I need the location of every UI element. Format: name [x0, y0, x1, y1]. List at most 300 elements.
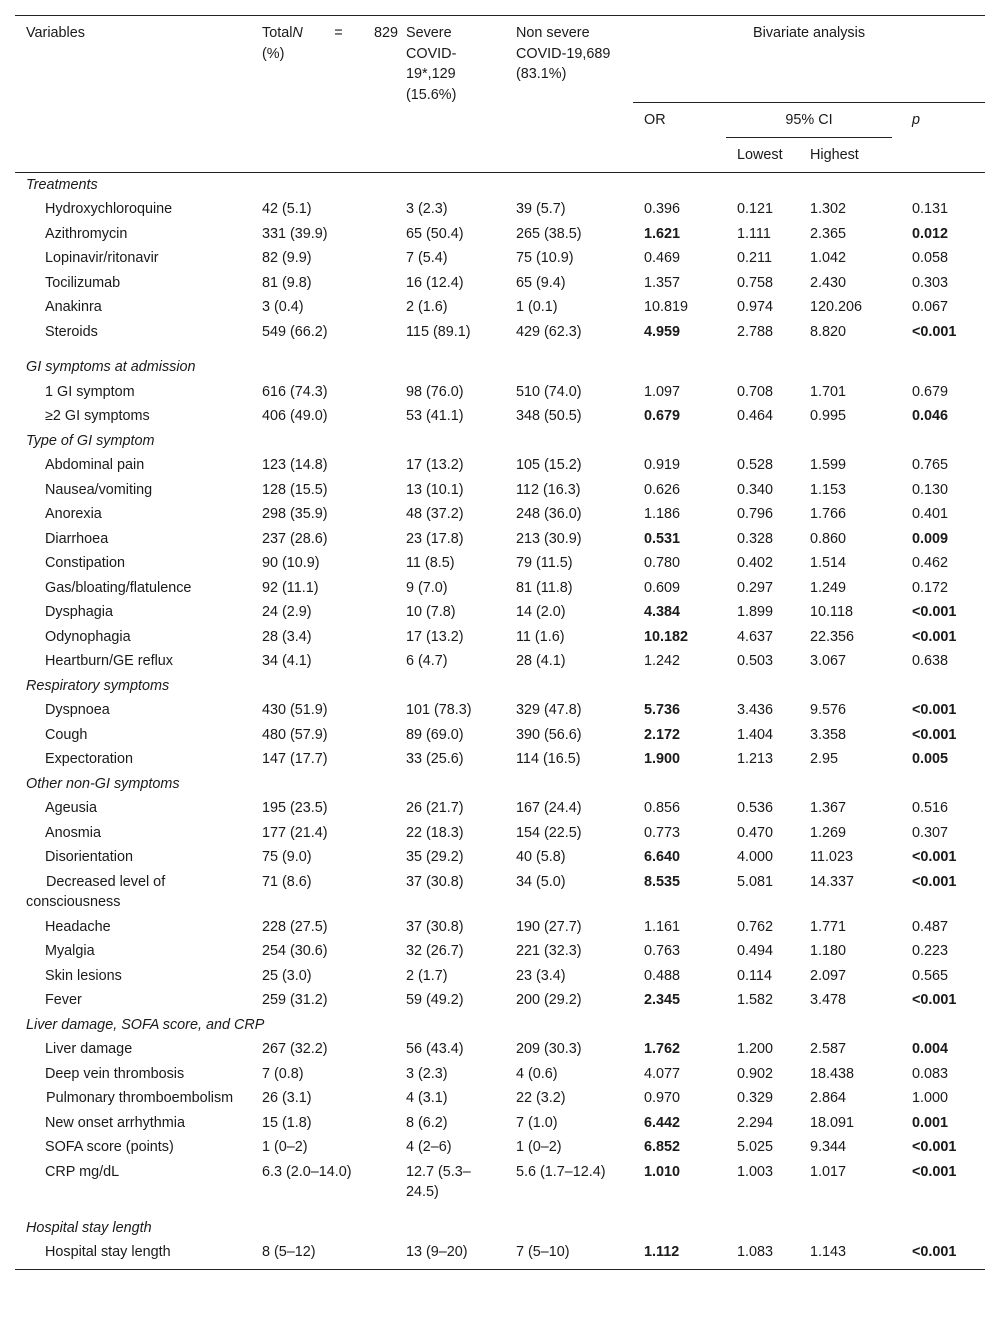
- row-nonsevere: 81 (11.8): [516, 579, 573, 596]
- row-odds-ratio: 0.919: [644, 457, 681, 473]
- row-p-value: 0.046: [912, 408, 949, 424]
- row-total: 147 (17.7): [262, 751, 328, 767]
- row-total: 81 (9.8): [262, 274, 312, 291]
- row-ci-lowest: 0.464: [737, 408, 774, 424]
- row-severe: 65 (50.4): [406, 225, 464, 242]
- row-ci-highest: 3.478: [810, 992, 847, 1008]
- table-row: [15, 1062, 985, 1087]
- row-nonsevere: 167 (24.4): [516, 800, 582, 816]
- row-severe: 6 (4.7): [406, 653, 448, 669]
- table-body: [15, 172, 985, 1269]
- row-odds-ratio: 1.161: [644, 918, 681, 935]
- row-severe: 101 (78.3): [406, 702, 472, 718]
- row-ci-lowest: 4.637: [737, 628, 774, 645]
- row-ci-lowest: 0.470: [737, 824, 774, 841]
- row-variable-name: Dysphagia: [45, 604, 113, 620]
- row-variable-name: Decreased level of consciousness: [26, 873, 166, 910]
- row-nonsevere: 329 (47.8): [516, 702, 582, 718]
- section-header-row: [15, 429, 985, 454]
- table-row: [15, 551, 985, 576]
- row-severe: 32 (26.7): [406, 943, 464, 959]
- row-ci-highest: 0.860: [810, 530, 847, 547]
- row-variable-name: Azithromycin: [45, 225, 128, 242]
- row-odds-ratio: 6.852: [644, 1139, 681, 1155]
- row-odds-ratio: 10.182: [644, 628, 689, 645]
- row-ci-highest: 2.097: [810, 967, 847, 984]
- row-ci-highest: 1.042: [810, 250, 847, 266]
- row-severe: 22 (18.3): [406, 824, 464, 841]
- row-variable-name: SOFA score (points): [45, 1139, 174, 1155]
- section-header-row: [15, 355, 985, 380]
- table-row: [15, 271, 985, 296]
- row-total: 75 (9.0): [262, 849, 312, 865]
- header-variables: Variables: [15, 16, 262, 172]
- row-total: 267 (32.2): [262, 1041, 328, 1057]
- row-ci-lowest: 0.796: [737, 506, 774, 522]
- row-odds-ratio: 1.900: [644, 751, 681, 767]
- table-row: [15, 295, 985, 320]
- row-p-value: 0.172: [912, 579, 949, 596]
- row-ci-highest: 1.599: [810, 457, 847, 473]
- row-nonsevere: 105 (15.2): [516, 457, 582, 473]
- row-odds-ratio: 2.345: [644, 992, 681, 1008]
- header-lowest: Lowest: [737, 147, 783, 163]
- header-severe: Severe COVID-19*,129 (15.6%): [406, 16, 516, 172]
- table-row: [15, 320, 985, 356]
- row-p-value: <0.001: [912, 604, 957, 620]
- row-nonsevere: 5.6 (1.7–12.4): [516, 1163, 606, 1180]
- row-ci-lowest: 1.404: [737, 726, 774, 743]
- row-ci-lowest: 0.328: [737, 530, 774, 547]
- table-row: [15, 527, 985, 552]
- header-total-eq: =: [334, 25, 343, 41]
- row-severe: 37 (30.8): [406, 873, 464, 890]
- row-ci-lowest: 2.294: [737, 1114, 774, 1131]
- row-ci-lowest: 0.536: [737, 800, 774, 816]
- header-total-pct: (%): [262, 45, 285, 62]
- row-ci-lowest: 0.503: [737, 653, 774, 669]
- row-ci-lowest: 1.200: [737, 1041, 774, 1057]
- row-nonsevere: 34 (5.0): [516, 873, 566, 890]
- row-ci-highest: 2.587: [810, 1041, 847, 1057]
- table-header: [15, 16, 985, 173]
- row-ci-highest: 2.864: [810, 1090, 847, 1106]
- row-ci-lowest: 5.025: [737, 1139, 774, 1155]
- row-severe: 37 (30.8): [406, 918, 464, 935]
- row-odds-ratio: 1.357: [644, 274, 681, 291]
- section-header-row: [15, 772, 985, 797]
- section-title: Hospital stay length: [26, 1219, 152, 1236]
- row-ci-highest: 1.180: [810, 943, 847, 959]
- row-ci-highest: 1.143: [810, 1240, 912, 1269]
- row-nonsevere: 7 (1.0): [516, 1114, 558, 1131]
- row-odds-ratio: 0.856: [644, 800, 681, 816]
- row-ci-highest: 120.206: [810, 299, 863, 315]
- row-p-value: 0.565: [912, 967, 949, 984]
- row-ci-lowest: 0.211: [737, 250, 772, 266]
- row-ci-highest: 9.576: [810, 702, 847, 718]
- row-ci-lowest: 3.436: [737, 702, 774, 718]
- row-ci-highest: 1.302: [810, 201, 847, 217]
- row-variable-name: Skin lesions: [45, 967, 122, 984]
- row-nonsevere: 213 (30.9): [516, 530, 582, 547]
- row-severe: 48 (37.2): [406, 506, 464, 522]
- row-odds-ratio: 10.819: [644, 299, 689, 315]
- row-ci-highest: 0.995: [810, 408, 847, 424]
- row-ci-lowest: 0.494: [737, 943, 774, 959]
- row-variable-name: Gas/bloating/flatulence: [45, 579, 192, 596]
- section-title: GI symptoms at admission: [26, 359, 196, 375]
- row-nonsevere: 79 (11.5): [516, 555, 573, 571]
- row-p-value: <0.001: [912, 873, 957, 890]
- row-odds-ratio: 0.970: [644, 1090, 681, 1106]
- row-severe: 98 (76.0): [406, 383, 464, 400]
- row-ci-lowest: 0.758: [737, 274, 774, 291]
- row-p-value: 0.765: [912, 457, 949, 473]
- section-header-row: [15, 1216, 985, 1241]
- row-total: 92 (11.1): [262, 579, 319, 596]
- row-severe: 33 (25.6): [406, 751, 464, 767]
- row-variable-name: Diarrhoea: [45, 530, 109, 547]
- section-title: Type of GI symptom: [26, 432, 155, 449]
- row-variable-name: Expectoration: [45, 751, 133, 767]
- row-p-value: 0.223: [912, 943, 949, 959]
- table-row: [15, 404, 985, 429]
- row-ci-highest: 1.249: [810, 579, 847, 596]
- row-ci-lowest: 0.708: [737, 383, 774, 400]
- row-ci-highest: 18.091: [810, 1114, 855, 1131]
- row-ci-highest: 10.118: [810, 604, 853, 620]
- section-header-row: [15, 674, 985, 699]
- row-odds-ratio: 1.242: [644, 653, 681, 669]
- row-total: 177 (21.4): [262, 824, 328, 841]
- row-variable-name: Dyspnoea: [45, 702, 110, 718]
- row-total: 7 (0.8): [262, 1065, 304, 1082]
- row-odds-ratio: 4.384: [644, 604, 681, 620]
- row-ci-highest: 1.153: [810, 481, 847, 498]
- row-severe: 17 (13.2): [406, 457, 464, 473]
- table-row: [15, 939, 985, 964]
- row-variable-name: Cough: [45, 726, 88, 743]
- row-severe: 9 (7.0): [406, 579, 448, 596]
- row-severe: 3 (2.3): [406, 201, 448, 217]
- row-nonsevere: 248 (36.0): [516, 506, 582, 522]
- row-odds-ratio: 6.640: [644, 849, 681, 865]
- section-header-row: [15, 1013, 985, 1038]
- row-p-value: 0.462: [912, 555, 949, 571]
- row-total: 195 (23.5): [262, 800, 328, 816]
- section-header-row: [15, 172, 985, 197]
- row-variable-name: Deep vein thrombosis: [45, 1065, 185, 1082]
- row-nonsevere: 190 (27.7): [516, 918, 582, 935]
- row-severe: 4 (3.1): [406, 1090, 448, 1106]
- section-title: Other non-GI symptoms: [26, 775, 180, 792]
- row-ci-highest: 1.367: [810, 800, 847, 816]
- row-p-value: <0.001: [912, 323, 957, 340]
- row-p-value: 0.307: [912, 824, 949, 841]
- row-nonsevere: 265 (38.5): [516, 225, 582, 242]
- row-ci-highest: 2.95: [810, 751, 839, 767]
- row-nonsevere: 1 (0.1): [516, 299, 558, 315]
- row-variable-name: 1 GI symptom: [45, 383, 135, 400]
- header-ci: 95% CI: [726, 103, 892, 139]
- row-variable-name: Tocilizumab: [45, 274, 121, 291]
- table-row: [15, 576, 985, 601]
- row-severe: 17 (13.2): [406, 628, 464, 645]
- row-ci-lowest: 0.114: [737, 967, 772, 984]
- table-row: [15, 197, 985, 222]
- table-row: [15, 246, 985, 271]
- row-total: 254 (30.6): [262, 943, 328, 959]
- row-total: 406 (49.0): [262, 408, 328, 424]
- row-p-value: 0.303: [912, 274, 949, 291]
- row-ci-highest: 1.771: [810, 918, 847, 935]
- header-or: OR: [644, 111, 666, 128]
- row-variable-name: Anosmia: [45, 824, 101, 841]
- row-odds-ratio: 0.626: [644, 481, 681, 498]
- row-total: 24 (2.9): [262, 604, 312, 620]
- row-p-value: 0.009: [912, 530, 949, 547]
- row-variable-name: Constipation: [45, 555, 125, 571]
- row-nonsevere: 112 (16.3): [516, 481, 581, 498]
- row-severe: 4 (2–6): [406, 1139, 452, 1155]
- row-p-value: <0.001: [912, 726, 957, 743]
- row-nonsevere: 28 (4.1): [516, 653, 566, 669]
- row-p-value: <0.001: [912, 1163, 957, 1180]
- table-row: [15, 600, 985, 625]
- row-variable-name: CRP mg/dL: [45, 1163, 120, 1180]
- row-ci-lowest: 0.402: [737, 555, 774, 571]
- row-p-value: 0.638: [912, 653, 949, 669]
- row-variable-name: Ageusia: [45, 800, 98, 816]
- row-ci-highest: 1.269: [810, 824, 847, 841]
- row-ci-lowest: 2.788: [737, 323, 774, 340]
- row-severe: 56 (43.4): [406, 1041, 464, 1057]
- row-p-value: <0.001: [912, 702, 957, 718]
- row-ci-highest: 9.344: [810, 1139, 847, 1155]
- row-ci-highest: 3.067: [810, 653, 847, 669]
- row-variable-name: Nausea/vomiting: [45, 481, 153, 498]
- row-odds-ratio: 4.077: [644, 1065, 681, 1082]
- row-severe: 13 (10.1): [406, 481, 464, 498]
- row-variable-name: Anakinra: [45, 299, 102, 315]
- row-variable-name: Headache: [45, 918, 111, 935]
- row-severe: 89 (69.0): [406, 726, 464, 743]
- row-nonsevere: 221 (32.3): [516, 943, 582, 959]
- table-row: [15, 988, 985, 1013]
- row-severe: 3 (2.3): [406, 1065, 448, 1082]
- row-p-value: 0.004: [912, 1041, 949, 1057]
- row-odds-ratio: 1.621: [644, 225, 681, 242]
- row-nonsevere: 4 (0.6): [516, 1065, 558, 1082]
- row-variable-name: ≥2 GI symptoms: [45, 408, 150, 424]
- row-p-value: 0.130: [912, 481, 949, 498]
- row-variable-name: Abdominal pain: [45, 457, 145, 473]
- row-total: 42 (5.1): [262, 201, 312, 217]
- row-ci-lowest: 0.340: [737, 481, 774, 498]
- row-ci-lowest: 0.528: [737, 457, 774, 473]
- row-p-value: 1.000: [912, 1090, 949, 1106]
- row-severe: 59 (49.2): [406, 992, 464, 1008]
- row-nonsevere: 510 (74.0): [516, 383, 582, 400]
- row-variable-name: Steroids: [45, 323, 98, 340]
- row-ci-lowest: 1.003: [737, 1163, 774, 1180]
- row-nonsevere: 348 (50.5): [516, 408, 582, 424]
- row-p-value: <0.001: [912, 628, 957, 645]
- row-odds-ratio: 0.609: [644, 579, 681, 596]
- row-ci-highest: 1.514: [810, 555, 847, 571]
- row-nonsevere: 39 (5.7): [516, 201, 566, 217]
- row-p-value: <0.001: [912, 1139, 957, 1155]
- section-title: Treatments: [26, 176, 98, 193]
- row-total: 1 (0–2): [262, 1139, 308, 1155]
- table-row: [15, 1160, 985, 1216]
- results-table: [15, 15, 985, 1270]
- row-severe: 23 (17.8): [406, 530, 464, 547]
- row-odds-ratio: 1.762: [644, 1041, 681, 1057]
- table-row: [15, 380, 985, 405]
- row-ci-highest: 2.430: [810, 274, 847, 291]
- row-odds-ratio: 1.186: [644, 506, 681, 522]
- table-row: [15, 453, 985, 478]
- row-p-value: 0.001: [912, 1114, 949, 1131]
- row-nonsevere: 11 (1.6): [516, 628, 565, 645]
- row-total: 3 (0.4): [262, 299, 304, 315]
- table-row: [15, 1086, 985, 1111]
- row-variable-name: Disorientation: [45, 849, 133, 865]
- row-odds-ratio: 0.469: [644, 250, 681, 266]
- row-severe: 10 (7.8): [406, 604, 456, 620]
- row-variable-name: Lopinavir/ritonavir: [45, 250, 159, 266]
- row-variable-name: Hospital stay length: [15, 1240, 262, 1269]
- row-ci-lowest: 4.000: [737, 849, 774, 865]
- header-nonsevere: Non severe COVID-19,689 (83.1%): [516, 16, 633, 172]
- row-p-value: <0.001: [912, 849, 957, 865]
- row-variable-name: Heartburn/GE reflux: [45, 653, 173, 669]
- header-bivariate: Bivariate analysis: [633, 16, 985, 103]
- row-nonsevere: 7 (5–10): [516, 1240, 633, 1269]
- row-ci-highest: 3.358: [810, 726, 847, 743]
- row-odds-ratio: 0.396: [644, 201, 681, 217]
- row-nonsevere: 200 (29.2): [516, 992, 582, 1008]
- table-row: [15, 845, 985, 870]
- row-odds-ratio: 0.531: [644, 530, 681, 547]
- row-ci-lowest: 0.902: [737, 1065, 774, 1082]
- row-variable-name: Myalgia: [45, 943, 95, 959]
- row-ci-highest: 11.023: [810, 849, 853, 865]
- row-severe: 12.7 (5.3–24.5): [406, 1163, 471, 1200]
- row-total: 25 (3.0): [262, 967, 312, 984]
- row-severe: 2 (1.6): [406, 299, 448, 315]
- header-total-count: 829: [373, 25, 398, 41]
- table-row: [15, 1135, 985, 1160]
- row-ci-highest: 14.337: [810, 873, 855, 890]
- row-p-value: 0.058: [912, 250, 949, 266]
- row-total: 430 (51.9): [262, 702, 328, 718]
- row-p-value: 0.067: [912, 299, 949, 315]
- row-total: 6.3 (2.0–14.0): [262, 1163, 352, 1180]
- row-total: 34 (4.1): [262, 653, 312, 669]
- row-total: 331 (39.9): [262, 225, 328, 242]
- row-variable-name: New onset arrhythmia: [45, 1114, 185, 1131]
- row-odds-ratio: 6.442: [644, 1114, 681, 1131]
- row-total: 228 (27.5): [262, 918, 328, 935]
- row-total: 549 (66.2): [262, 323, 328, 340]
- row-nonsevere: 14 (2.0): [516, 604, 566, 620]
- table-row: [15, 478, 985, 503]
- row-nonsevere: 22 (3.2): [516, 1090, 566, 1106]
- row-nonsevere: 40 (5.8): [516, 849, 566, 865]
- header-highest: Highest: [810, 147, 859, 163]
- row-nonsevere: 65 (9.4): [516, 274, 566, 291]
- table-row: [15, 821, 985, 846]
- table-row: [15, 1037, 985, 1062]
- table-row: [15, 222, 985, 247]
- row-ci-highest: 1.701: [810, 383, 847, 400]
- row-total: 82 (9.9): [262, 250, 312, 266]
- row-ci-highest: 22.356: [810, 628, 855, 645]
- row-total: 26 (3.1): [262, 1090, 312, 1106]
- table-row: [15, 625, 985, 650]
- row-odds-ratio: 1.097: [644, 383, 681, 400]
- row-total: 71 (8.6): [262, 873, 312, 890]
- row-variable-name: Fever: [45, 992, 82, 1008]
- row-odds-ratio: 0.780: [644, 555, 681, 571]
- row-odds-ratio: 1.010: [644, 1163, 681, 1180]
- row-odds-ratio: 4.959: [644, 323, 681, 340]
- row-ci-lowest: 0.329: [737, 1090, 774, 1106]
- section-title: Respiratory symptoms: [26, 677, 170, 694]
- table-row: [15, 915, 985, 940]
- row-ci-lowest: 5.081: [737, 873, 774, 890]
- row-odds-ratio: 2.172: [644, 726, 681, 743]
- row-severe: 53 (41.1): [406, 408, 464, 424]
- row-severe: 11 (8.5): [406, 555, 455, 571]
- table-row: [15, 698, 985, 723]
- row-total: 28 (3.4): [262, 628, 312, 645]
- row-total: 616 (74.3): [262, 383, 328, 400]
- row-p-value: 0.005: [912, 751, 949, 767]
- header-total-n: N: [292, 25, 303, 41]
- row-ci-lowest: 0.121: [737, 201, 774, 217]
- header-p: p: [912, 111, 921, 128]
- row-ci-lowest: 0.297: [737, 579, 774, 596]
- row-p-value: 0.401: [912, 506, 949, 522]
- row-odds-ratio: 0.763: [644, 943, 681, 959]
- row-variable-name: Odynophagia: [45, 628, 131, 645]
- row-ci-lowest: 0.974: [737, 299, 774, 315]
- row-total: 128 (15.5): [262, 481, 328, 498]
- row-ci-lowest: 1.083: [726, 1240, 810, 1269]
- row-odds-ratio: 5.736: [644, 702, 681, 718]
- row-severe: 2 (1.7): [406, 967, 448, 984]
- row-nonsevere: 390 (56.6): [516, 726, 582, 743]
- row-ci-lowest: 1.899: [737, 604, 774, 620]
- row-ci-highest: 1.017: [810, 1163, 847, 1180]
- row-total: 123 (14.8): [262, 457, 328, 473]
- row-severe: 35 (29.2): [406, 849, 464, 865]
- row-severe: 8 (6.2): [406, 1114, 448, 1131]
- row-odds-ratio: 0.773: [644, 824, 681, 841]
- row-nonsevere: 75 (10.9): [516, 250, 574, 266]
- row-p-value: 0.487: [912, 918, 949, 935]
- row-severe: 13 (9–20): [406, 1240, 516, 1269]
- row-p-value: 0.516: [912, 800, 949, 816]
- row-severe: 7 (5.4): [406, 250, 448, 266]
- row-ci-highest: 1.766: [810, 506, 847, 522]
- row-nonsevere: 114 (16.5): [516, 751, 581, 767]
- row-nonsevere: 1 (0–2): [516, 1139, 562, 1155]
